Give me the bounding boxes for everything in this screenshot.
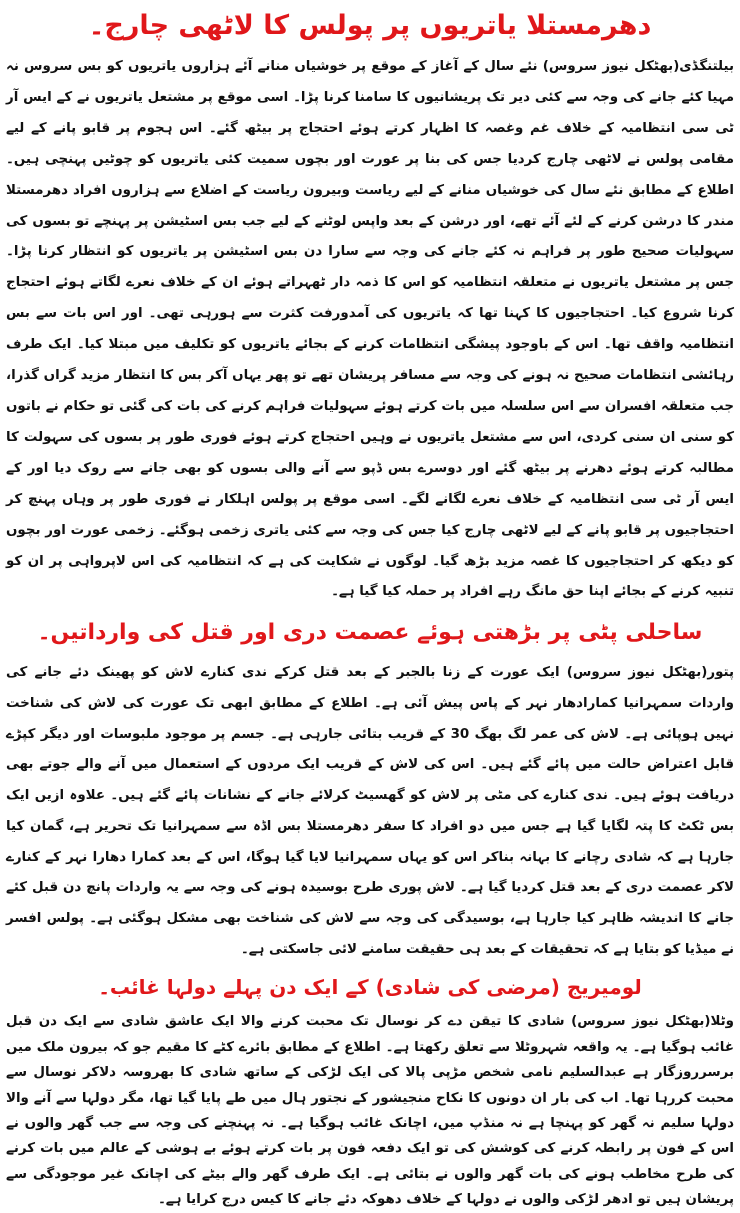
article-body: وٹلا(بھٹکل نیوز سروس) شادی کا تیقن دے کر نوسال تک محبت کرنے والا ایک عاشق شادی سے ایک دن قبل غائب ہوگیا ہے۔ یہ واقعہ شہروٹلا سے تعلق رکھتا ہے۔ اطلاع کے مطابق بائرے کٹے کا مقیم جو کہ بیرون ملک میں برسرروزگار ہے عبدالسلیم نامی شخص مڑپی پالا کی ایک لڑکی کے ساتھ شادی کا بھروسہ دلاکر نوسال سے محبت کررہا تھا۔ اب کی بار ان دونوں کا نکاح منجیشور کے نجتور ہال میں طے پایا گیا تھا، مگر دولہا سے آنے والا دولہا سلیم نہ گھر کو پہنچا ہے نہ منڈپ میں، اچانک غائب ہوگیا ہے۔ نہ پہنچنے کی وجہ سے جب گھر والوں نے اس کے فون پر رابطہ کرنے کی کوشش کی تو ایک دفعہ فون پر بات کرتے ہوئے بے ہوشی کے عالم میں بات کرنے کی طرح مخاطب ہونے کی بات گھر والوں نے بتائی ہے۔ ایک طرف گھر والے بیٹے کی اچانک غیر موجودگی سے پریشان ہیں تو ادھر لڑکی والوں نے دولہا کے خلاف دھوکہ دئے جانے کا کیس درج کرایا ہے۔ bbox=[6, 1014, 734, 1208]
article-headline: لومیریج (مرضی کی شادی) کے ایک دن پہلے دولہا غائب۔ bbox=[98, 975, 642, 1000]
article-body: پتور(بھٹکل نیوز سروس) ایک عورت کے زنا بالجبر کے بعد قتل کرکے ندی کنارے لاش کو پھینک دئے جانے کی واردات سمہرانیا کمارادھار نہر کے پاس پیش آئی ہے۔ اطلاع کے مطابق ابھی تک عورت کی لاش کی شناخت نہیں ہوپائی ہے۔ لاش کی عمر لگ بھگ 30 کے قریب بتائی جارہی ہے۔ جسم پر موجود ملبوسات اور دیگر کپڑے قابل اعتراض حالت میں پائے گئے ہیں۔ اس کی لاش کے قریب ایک مردوں کے استعمال میں آنے والے جوتے بھی دریافت ہوئے ہیں۔ ندی کنارے کی مٹی پر لاش کو گھسیٹ کرلائے جانے کے نشانات پائے گئے ہیں۔ علاوہ ازیں ایک بس ٹکٹ کا پتہ لگایا گیا ہے جس میں دو افراد کا سفر دھرمستلا بس اڈہ سے سمہرانیا تک تحریر ہے، گمان کیا جارہا ہے کہ شادی رچانے کا بہانہ بناکر اس کو یہاں سمہرانیا لایا گیا ہوگا، اس کے بعد کمارا دھارا نہر کے کنارے لاکر عصمت دری کے بعد قتل کردیا گیا ہے۔ لاش پوری طرح بوسیدہ ہونے کی وجہ سے یہ واردات پانچ دن قبل کئے جانے کا اندیشہ ظاہر کیا جارہا ہے، بوسیدگی کی وجہ سے لاش کی شناخت بھی مشکل ہوگئی ہے۔ پولس افسر نے میڈیا کو بتایا ہے کہ تحقیقات کے بعد ہی حقیقت سامنے لائی جاسکتی ہے۔ bbox=[6, 665, 735, 957]
article-missing-groom bbox=[6, 965, 734, 1212]
article-coastal-crime bbox=[6, 608, 734, 965]
article-bus-strike bbox=[6, 0, 734, 608]
article-headline: ساحلی پٹی پر بڑھتی ہوئے عصمت دری اور قتل کی وارداتیں۔ bbox=[37, 620, 703, 646]
article-body: بیلتنگڈی(بھٹکل نیوز سروس) نئے سال کے آغاز کے موقع پر خوشیاں منانے آئے ہزاروں یاتریوں کو بس سروس نہ مہیا کئے جانے کی وجہ سے کئی دیر تک پریشانیوں کا سامنا کرنا پڑا۔ اسی موقع پر مشتعل یاتریوں نے کے ایس آر ٹی سی انتظامیہ کے خلاف غم وغصہ کا اظہار کرتے ہوئے احتجاج پر بیٹھ گئے۔ اس ہجوم پر قابو پانے کے لیے مقامی پولس نے لاٹھی چارج کردیا جس کی بنا پر عورت اور بچوں سمیت کئی یاتریوں کو چوٹیں پہنچی ہیں۔ اطلاع کے مطابق نئے سال کی خوشیاں منانے کے لیے ریاست وبیرون ریاست کے اضلاع سے ہزاروں افراد دھرمستلا مندر کا درشن کرنے کے لئے آئے تھے، اور درشن کے بعد واپس لوٹنے کے لیے جب بس اسٹیشن پر پہنچے تو بسوں کی سہولیات صحیح طور پر فراہم نہ کئے جانے کی وجہ سے سارا دن بس اسٹیشن پر یاتریوں کو انتظار کرنا پڑا۔ جس پر مشتعل یاتریوں نے متعلقہ انتظامیہ کو اس کا ذمہ دار ٹھہراتے ہوئے ان کے خلاف نعرے لگاتے ہوئے احتجاج کرنا شروع کیا۔ احتجاجیوں کا کہنا تھا کہ یاتریوں کی آمدورفت کثرت سے ہورہی تھی۔ اور اس بات سے بس انتظامیہ واقف تھا۔ اس کے باوجود پیشگی انتظامات کرنے کے بجائے یاتریوں کو تکلیف میں مبتلا کیا۔ ایک طرف رہائشی انتظامات صحیح نہ ہونے کی وجہ سے مسافر پریشان تھے تو پھر یہاں آکر بس کا انتظار مزید گراں گذرا، جب متعلقہ افسران سے اس سلسلہ میں بات کرتے ہوئے سہولیات فراہم کرنے کی بات کی گئی تو حکام نے باتوں کو سنی ان سنی کردی، اس سے مشتعل یاتریوں نے وہیں احتجاج کرتے ہوئے فوری طور پر بسوں کی سہولت کا مطالبہ کرتے ہوئے دھرنے پر بیٹھ گئے اور دوسرے بس ڈپو سے آنے والی بسوں کو بھی جانے سے روک دیا اور کے ایس آر ٹی سی انتظامیہ کے خلاف نعرے لگانے لگے۔ اسی موقع پر پولس اہلکار نے فوری طور پر وہاں پہنچ کر احتجاجیوں پر قابو پانے کے لیے لاٹھی چارج کیا جس کی وجہ سے کئی یاتری زخمی ہوگئے۔ زخمی عورت اور بچوں کو دیکھ کر احتجاجیوں کا غصہ مزید بڑھ گیا۔ لوگوں نے شکایت کی ہے کہ انتظامیہ کی اس لاپرواہی پر ان کو تنبیہ کرنے کے بجائے اپنا حق مانگ رہے افراد پر حملہ کیا گیا ہے۔ bbox=[6, 59, 735, 600]
article-headline: دھرمستلا یاتریوں پر پولس کا لاٹھی چارج۔ bbox=[88, 10, 652, 41]
